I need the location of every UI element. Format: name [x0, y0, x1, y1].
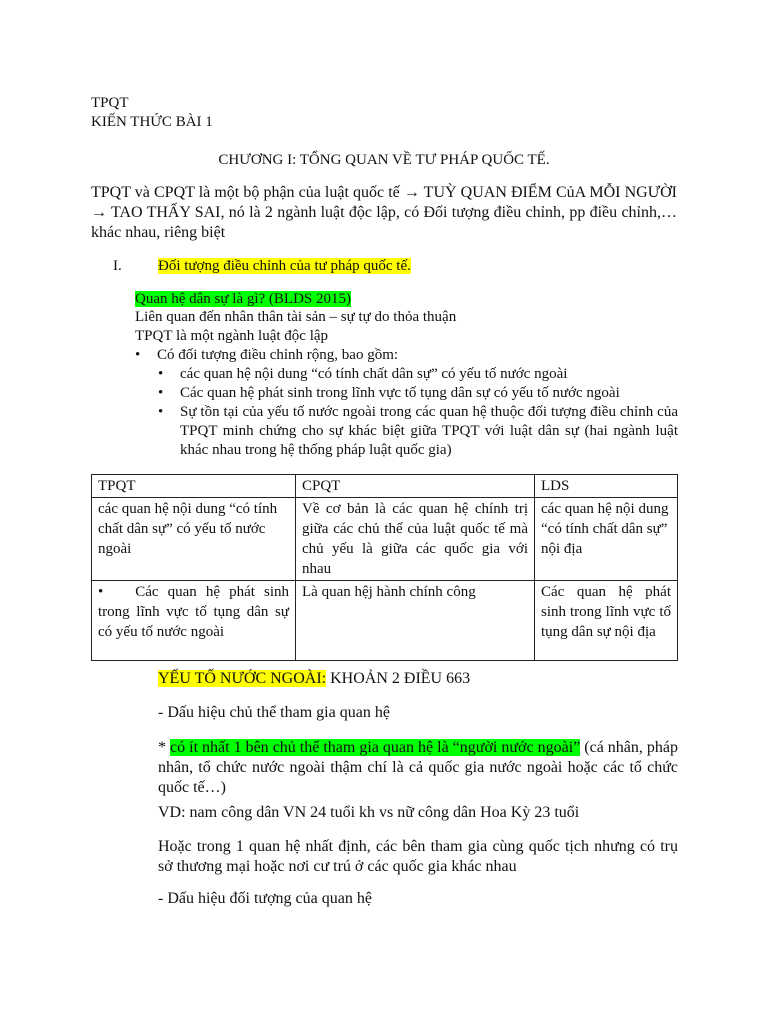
section-numeral: I.	[113, 258, 122, 274]
sub-bullet-item: • các quan hệ nội dung “có tính chất dân sự” có yếu tố nước ngoài	[158, 366, 568, 382]
civil-relation-question: Quan hệ dân sự là gì? (BLDS 2015)	[135, 291, 352, 307]
same-nationality-paragraph: Hoặc trong 1 quan hệ nhất định, các bên tham gia cùng quốc tịch nhưng có trụ sở thương mại hoặc nơi cư trú ở các quốc gia khác nhau	[158, 838, 678, 875]
table-cell: các quan hệ nội dung “có tính chất dân sự” có yếu tố nước ngoài	[92, 498, 296, 581]
table-header-cell: CPQT	[296, 475, 535, 498]
section-title: Đối tượng điều chỉnh của tư pháp quốc tế.	[158, 258, 411, 274]
civil-relation-line-2: TPQT là một ngành luật độc lập	[135, 328, 329, 344]
table-cell: các quan hệ nội dung “có tính chất dân sự” nội địa	[535, 498, 678, 581]
sub-bullet-item: • Sự tồn tại của yếu tố nước ngoài trong các quan hệ thuộc đối tượng điều chỉnh của TPQT minh chứng cho sự khác biệt giữa TPQT với luật dân sự (hai ngành luật khác nhau trong hệ thống pháp luật quốc gia)	[158, 404, 678, 458]
table-cell: Các quan hệ phát sinh trong lĩnh vực tố tụng dân sự nội địa	[535, 581, 678, 661]
sub-bullet-item: • Các quan hệ phát sinh trong lĩnh vực tố tụng dân sự có yếu tố nước ngoài	[158, 385, 620, 401]
example-line: VD: nam công dân VN 24 tuổi kh vs nữ công dân Hoa Kỳ 23 tuổi	[158, 804, 580, 821]
object-sign-line: - Dấu hiệu đối tượng của quan hệ	[158, 890, 372, 907]
subject-sign-line: - Dấu hiệu chủ thể tham gia quan hệ	[158, 704, 390, 721]
table-row	[92, 581, 678, 661]
foreign-element-title: YẾU TỐ NƯỚC NGOÀI: KHOẢN 2 ĐIỀU 663	[158, 670, 471, 687]
chapter-title: CHƯƠNG I: TỔNG QUAN VỀ TƯ PHÁP QUỐC TẾ.	[218, 152, 550, 168]
table-row	[92, 498, 678, 581]
table-cell: Về cơ bản là các quan hệ chính trị giữa các chủ thể của luật quốc tế mà chủ yếu là giữa các quốc gia với nhau	[296, 498, 535, 581]
bullet-dot-icon: •	[98, 584, 104, 600]
table-header-row	[92, 475, 678, 498]
foreign-person-paragraph: * có ít nhất 1 bên chủ thể tham gia quan hệ là “người nước ngoài” (cá nhân, pháp nhân, tổ chức nước ngoài thậm chí là cả quốc gia nước ngoài hoặc các tổ chức quốc tế…)	[158, 739, 679, 796]
comparison-table	[91, 474, 678, 661]
doc-header-line-2: KIẾN THỨC BÀI 1	[91, 114, 213, 130]
doc-header-line-1: TPQT	[91, 95, 129, 111]
bullet-dot-icon: •	[135, 347, 141, 363]
table-cell: • Các quan hệ phát sinh trong lĩnh vực tố tụng dân sự có yếu tố nước ngoài	[92, 581, 296, 661]
table-header-cell: LDS	[535, 475, 678, 498]
bullet-item: • Có đối tượng điều chỉnh rộng, bao gồm:	[135, 347, 399, 363]
bullet-dot-icon: •	[158, 366, 164, 382]
bullet-dot-icon: •	[158, 385, 164, 401]
bullet-dot-icon: •	[158, 404, 164, 420]
table-header-cell: TPQT	[92, 475, 296, 498]
table-cell: Là quan hệj hành chính công	[296, 581, 535, 661]
intro-paragraph: TPQT và CPQT là một bộ phận của luật quốc tế → TUỲ QUAN ĐIỂM CủA MỖI NGƯỜI → TAO THẤY SAI, nó là 2 ngành luật độc lập, có Đối tượng điều chỉnh, pp điều chỉnh,… khác nhau, riêng biệt	[91, 184, 677, 241]
civil-relation-line-1: Liên quan đến nhân thân tài sản – sự tự do thỏa thuận	[135, 309, 457, 325]
